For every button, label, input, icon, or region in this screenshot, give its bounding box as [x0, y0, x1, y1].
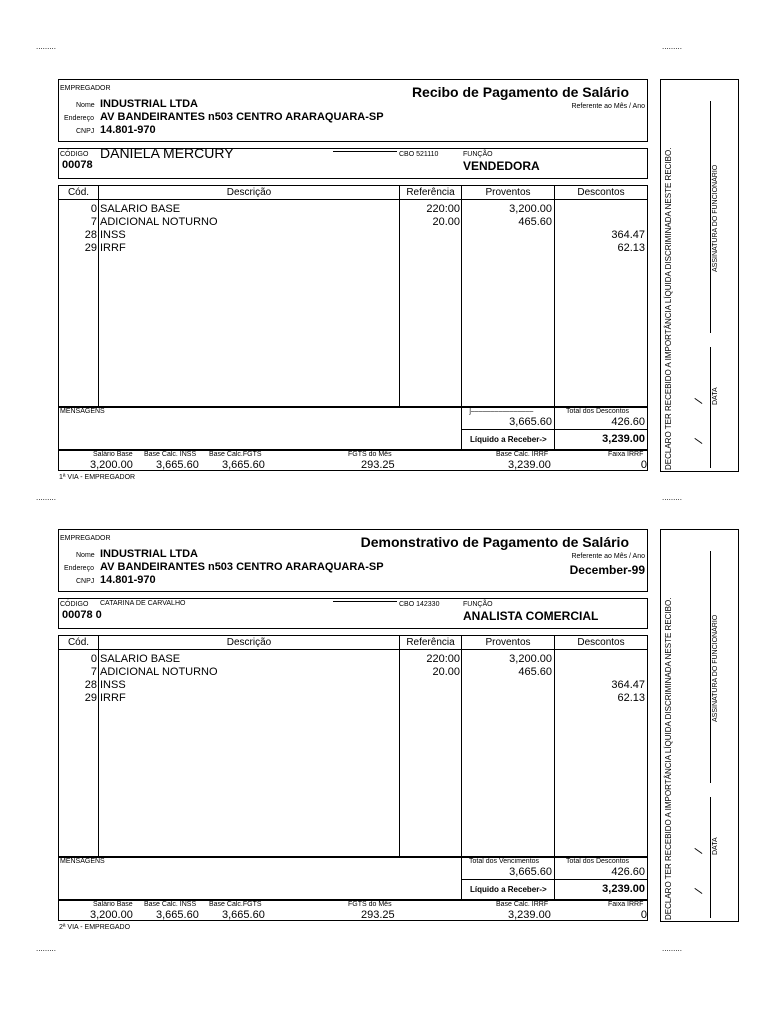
cut-mark: .........	[36, 42, 57, 51]
item-code: 7	[90, 666, 97, 678]
item-code: 28	[84, 229, 97, 241]
name-label: Nome	[76, 102, 95, 109]
reference-label: Referente ao Mês / Ano	[571, 553, 645, 560]
signature-label: ASSINATURA DO FUNCIONÁRIO	[712, 614, 719, 722]
irrf-bracket-label: Faixa IRRF	[608, 901, 644, 908]
receipt-declaration: DECLARO TER RECEBIDO A IMPORTÂNCIA LÍQUIDA DISCRIMINADA NESTE RECIBO.	[664, 597, 673, 920]
header-reference: Referência	[406, 637, 455, 648]
totals-rule	[461, 879, 647, 880]
signature-label: ASSINATURA DO FUNCIONÁRIO	[712, 164, 719, 272]
column-rule	[554, 636, 555, 856]
item-description: IRRF	[100, 242, 126, 254]
item-earning: 465.60	[518, 216, 552, 228]
fgts-base: 3,665.60	[222, 459, 265, 471]
item-earning: 3,200.00	[509, 653, 552, 665]
employee-code: 00078 0	[62, 609, 102, 621]
fgts-month-label: FGTS do Mês	[348, 451, 392, 458]
salary-base: 3,200.00	[90, 459, 133, 471]
employee-function: ANALISTA COMERCIAL	[463, 609, 599, 623]
messages-totals	[58, 857, 648, 900]
date-slash: /	[691, 437, 706, 445]
item-deduction: 62.13	[617, 692, 645, 704]
total-earnings: 3,665.60	[509, 416, 552, 428]
fgts-base: 3,665.60	[222, 909, 265, 921]
net-pay: 3,239.00	[602, 883, 645, 895]
employee-name: DANIELA MERCURY	[100, 145, 234, 161]
function-label: FUNÇÃO	[463, 151, 493, 158]
irrf-bracket: 0	[640, 909, 647, 921]
item-reference: 220:00	[426, 203, 460, 215]
total-earnings-label: Total dos Vencimentos	[469, 858, 540, 865]
item-code: 7	[90, 216, 97, 228]
employee-info	[58, 145, 648, 179]
header-deductions: Descontos	[577, 187, 625, 198]
messages-label: MENSAGENS	[60, 408, 105, 415]
item-reference: 20.00	[432, 666, 460, 678]
item-code: 0	[90, 203, 97, 215]
employer-address: AV BANDEIRANTES n503 CENTRO ARARAQUARA-SP	[100, 561, 384, 573]
cnpj-label: CNPJ	[76, 128, 95, 135]
date-label: DATA	[712, 387, 719, 405]
code-label: CÓDIGO	[60, 601, 89, 608]
net-pay-label: Líquido a Receber->	[470, 885, 547, 894]
messages-label: MENSAGENS	[60, 858, 105, 865]
cbo-code: CBO 142330	[399, 601, 440, 608]
receipt-strip	[660, 79, 739, 472]
cut-mark: .........	[36, 944, 57, 953]
item-description: SALARIO BASE	[100, 203, 181, 215]
name-label: Nome	[76, 552, 95, 559]
fgts-month: 293.25	[361, 909, 395, 921]
header-cod: Cód.	[67, 187, 90, 198]
items-table	[58, 185, 648, 407]
item-reference: 20.00	[432, 216, 460, 228]
code-label: CÓDIGO	[60, 151, 89, 158]
item-reference: 220:00	[426, 653, 460, 665]
employer-header	[58, 529, 648, 592]
fgts-month-label: FGTS do Mês	[348, 901, 392, 908]
irrf-bracket: 0	[640, 459, 647, 471]
column-rule	[554, 186, 555, 406]
fgts-base-label: Base Calc.FGTS	[209, 451, 262, 458]
receipt-strip	[660, 529, 739, 922]
item-description: ADICIONAL NOTURNO	[100, 666, 218, 678]
header-earnings: Proventos	[485, 187, 531, 198]
item-description: SALARIO BASE	[100, 653, 181, 665]
fgts-month: 293.25	[361, 459, 395, 471]
cut-mark: .........	[662, 493, 683, 502]
inss-base-label: Base Calc. INSS	[144, 451, 197, 458]
total-deductions-label: Total dos Descontos	[566, 408, 630, 415]
messages-totals	[58, 407, 648, 450]
cut-mark: .........	[36, 493, 57, 502]
function-label: FUNÇÃO	[463, 601, 493, 608]
salary-base-label: Salário Base	[93, 901, 133, 908]
payslip-employer-copy	[0, 78, 768, 488]
net-pay: 3,239.00	[602, 433, 645, 445]
reference-value: December-99	[569, 563, 645, 577]
item-description: INSS	[100, 229, 126, 241]
item-description: IRRF	[100, 692, 126, 704]
date-slash: /	[691, 887, 706, 895]
date-line	[710, 347, 711, 468]
salary-base: 3,200.00	[90, 909, 133, 921]
employer-name: INDUSTRIAL LTDA	[100, 548, 198, 560]
item-earning: 465.60	[518, 666, 552, 678]
header-description: Descrição	[226, 187, 272, 198]
copy-label: 2ª VIA - EMPREGADO	[59, 924, 131, 931]
total-earnings: 3,665.60	[509, 866, 552, 878]
item-code: 29	[84, 242, 97, 254]
cnpj-label: CNPJ	[76, 578, 95, 585]
employer-label: EMPREGADOR	[60, 85, 111, 92]
inss-base-label: Base Calc. INSS	[144, 901, 197, 908]
date-line	[710, 797, 711, 918]
salary-base-label: Salário Base	[93, 451, 133, 458]
table-header-rule	[59, 199, 647, 200]
receipt-declaration: DECLARO TER RECEBIDO A IMPORTÂNCIA LÍQUIDA DISCRIMINADA NESTE RECIBO.	[664, 147, 673, 470]
employee-info	[58, 598, 648, 629]
separator	[333, 151, 397, 152]
employee-function: VENDEDORA	[463, 159, 540, 173]
header-deductions: Descontos	[577, 637, 625, 648]
column-rule	[98, 186, 99, 406]
copy-label: 1ª VIA - EMPREGADOR	[59, 474, 136, 481]
totals-rule	[461, 429, 647, 430]
irrf-base-label: Base Calc. IRRF	[496, 901, 549, 908]
employee-code: 00078	[62, 159, 93, 171]
item-deduction: 62.13	[617, 242, 645, 254]
column-rule	[98, 636, 99, 856]
irrf-base: 3,239.00	[508, 459, 551, 471]
document-title: Recibo de Pagamento de Salário	[411, 84, 629, 100]
employer-cnpj: 14.801-970	[100, 124, 156, 136]
header-cod: Cód.	[67, 637, 90, 648]
header-description: Descrição	[226, 637, 272, 648]
total-earnings-label: ]––––––––––––––––	[469, 408, 534, 415]
item-code: 28	[84, 679, 97, 691]
item-earning: 3,200.00	[509, 203, 552, 215]
reference-label: Referente ao Mês / Ano	[571, 103, 645, 110]
document-title: Demonstrativo de Pagamento de Salário	[360, 534, 629, 550]
irrf-base-label: Base Calc. IRRF	[496, 451, 549, 458]
cut-mark: .........	[662, 944, 683, 953]
item-deduction: 364.47	[611, 229, 645, 241]
date-slash: /	[691, 847, 706, 855]
date-slash: /	[691, 397, 706, 405]
address-label: Endereço	[64, 565, 94, 572]
inss-base: 3,665.60	[156, 459, 199, 471]
signature-line	[710, 551, 711, 783]
signature-line	[710, 101, 711, 333]
cbo-code: CBO 521110	[399, 151, 439, 158]
total-deductions: 426.60	[611, 866, 645, 878]
employer-address: AV BANDEIRANTES n503 CENTRO ARARAQUARA-SP	[100, 111, 384, 123]
item-description: INSS	[100, 679, 126, 691]
employer-label: EMPREGADOR	[60, 535, 111, 542]
items-table	[58, 635, 648, 857]
separator	[333, 601, 397, 602]
tax-bases	[58, 450, 648, 471]
date-label: DATA	[712, 837, 719, 855]
item-deduction: 364.47	[611, 679, 645, 691]
payslip-employee-copy	[0, 528, 768, 938]
total-deductions-label: Total dos Descontos	[566, 858, 630, 865]
item-code: 0	[90, 653, 97, 665]
inss-base: 3,665.60	[156, 909, 199, 921]
address-label: Endereço	[64, 115, 94, 122]
fgts-base-label: Base Calc.FGTS	[209, 901, 262, 908]
table-header-rule	[59, 649, 647, 650]
irrf-bracket-label: Faixa IRRF	[608, 451, 644, 458]
net-pay-label: Líquido a Receber->	[470, 435, 547, 444]
total-deductions: 426.60	[611, 416, 645, 428]
employer-name: INDUSTRIAL LTDA	[100, 98, 198, 110]
header-reference: Referência	[406, 187, 455, 198]
employer-header	[58, 79, 648, 142]
employer-cnpj: 14.801-970	[100, 574, 156, 586]
tax-bases	[58, 900, 648, 921]
cut-mark: .........	[662, 42, 683, 51]
item-description: ADICIONAL NOTURNO	[100, 216, 218, 228]
header-earnings: Proventos	[485, 637, 531, 648]
item-code: 29	[84, 692, 97, 704]
employee-name: CATARINA DE CARVALHO	[100, 600, 186, 607]
irrf-base: 3,239.00	[508, 909, 551, 921]
